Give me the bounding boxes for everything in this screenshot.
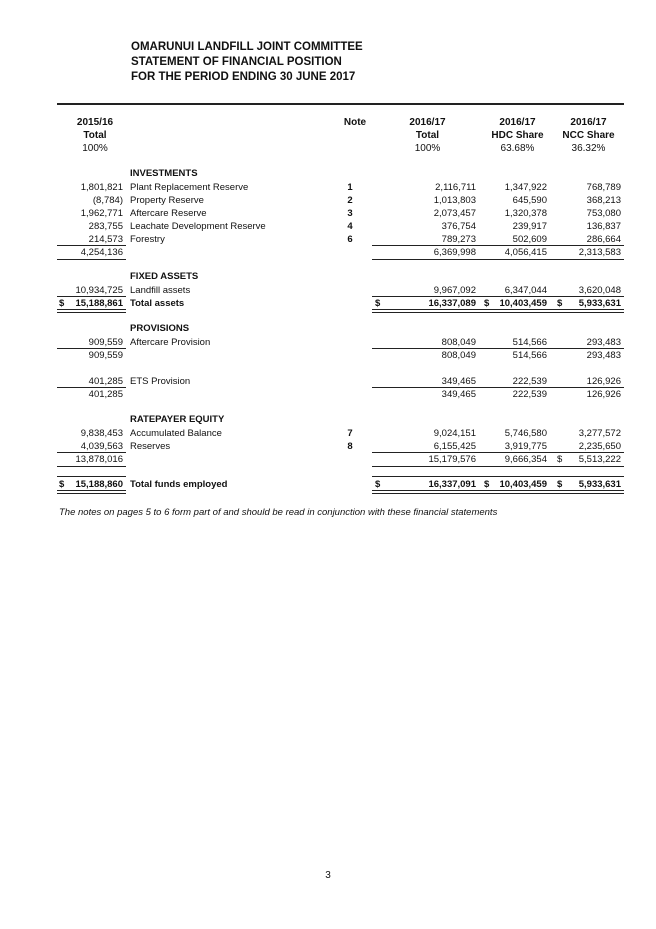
header-rule <box>57 103 624 105</box>
hdc-value: 6,347,044 <box>504 285 547 296</box>
row-label: Total assets <box>130 298 185 309</box>
col-hdc-label: HDC Share <box>491 130 544 141</box>
currency-symbol: $ <box>484 479 490 490</box>
statement-title-line1: OMARUNUI LANDFILL JOINT COMMITTEE <box>131 41 363 53</box>
currency-symbol: $ <box>59 479 65 490</box>
col-ncc-label: NCC Share <box>562 130 615 141</box>
ncc-value: 5,933,631 <box>578 479 621 490</box>
col-hdc-pct: 63.68% <box>500 143 535 154</box>
subtotal-rule <box>372 245 624 246</box>
total-value: 9,024,151 <box>433 428 476 439</box>
row-label: Reserves <box>130 441 171 452</box>
total-value: 6,369,998 <box>433 247 476 258</box>
ncc-value: 3,277,572 <box>578 428 621 439</box>
hdc-value: 4,056,415 <box>504 247 547 258</box>
subtotal-rule <box>372 452 624 453</box>
prev-value: 1,962,771 <box>80 208 123 219</box>
total-value: 349,465 <box>441 389 476 400</box>
prev-value: 15,188,861 <box>75 298 123 309</box>
subtotal-rule <box>372 348 624 349</box>
total-value: 6,155,425 <box>433 441 476 452</box>
statement-title-line3: FOR THE PERIOD ENDING 30 JUNE 2017 <box>131 71 356 83</box>
col-ncc-year: 2016/17 <box>570 117 607 128</box>
hdc-value: 222,539 <box>512 376 547 387</box>
prev-value: 401,285 <box>88 389 123 400</box>
ncc-value: 5,513,222 <box>578 454 621 465</box>
prev-value: 13,878,016 <box>75 454 123 465</box>
hdc-value: 502,609 <box>512 234 547 245</box>
row-label: ETS Provision <box>130 376 191 387</box>
prev-value: 909,559 <box>88 337 123 348</box>
row-label: Accumulated Balance <box>130 428 222 439</box>
hdc-value: 1,320,378 <box>504 208 547 219</box>
double-rule <box>57 309 126 313</box>
double-rule <box>372 490 624 494</box>
prev-value: 909,559 <box>88 350 123 361</box>
total-rule <box>372 476 624 477</box>
total-value: 9,967,092 <box>433 285 476 296</box>
section-investments: INVESTMENTS <box>130 168 198 179</box>
ncc-value: 2,313,583 <box>578 247 621 258</box>
col-prev-pct: 100% <box>82 143 108 154</box>
total-value: 349,465 <box>441 376 476 387</box>
statement-title-line2: STATEMENT OF FINANCIAL POSITION <box>131 56 342 68</box>
ncc-value: 126,926 <box>586 389 621 400</box>
note-ref: 4 <box>347 221 353 232</box>
subtotal-rule <box>57 259 126 260</box>
row-label: Plant Replacement Reserve <box>130 182 249 193</box>
prev-value: 10,934,725 <box>75 285 123 296</box>
row-label: Aftercare Provision <box>130 337 211 348</box>
hdc-value: 239,917 <box>512 221 547 232</box>
prev-value: 4,254,136 <box>80 247 123 258</box>
hdc-value: 10,403,459 <box>499 479 547 490</box>
row-label: Property Reserve <box>130 195 204 206</box>
prev-value: 283,755 <box>88 221 123 232</box>
hdc-value: 1,347,922 <box>504 182 547 193</box>
subtotal-rule <box>57 452 126 453</box>
ncc-value: 5,933,631 <box>578 298 621 309</box>
prev-value: 214,573 <box>88 234 123 245</box>
prev-value: (8,784) <box>92 195 123 206</box>
total-value: 2,116,711 <box>435 182 476 193</box>
ncc-value: 2,235,650 <box>578 441 621 452</box>
total-value: 2,073,457 <box>433 208 476 219</box>
currency-symbol: $ <box>375 479 381 490</box>
note-ref: 3 <box>347 208 353 219</box>
hdc-value: 10,403,459 <box>499 298 547 309</box>
hdc-value: 514,566 <box>512 350 547 361</box>
footnote: The notes on pages 5 to 6 form part of and should be read in conjunction with these financial statements <box>59 507 498 518</box>
currency-symbol: $ <box>557 479 563 490</box>
ncc-value: 368,213 <box>586 195 621 206</box>
currency-symbol: $ <box>59 298 65 309</box>
prev-value: 4,039,563 <box>80 441 123 452</box>
note-ref: 7 <box>347 428 353 439</box>
col-hdc-year: 2016/17 <box>499 117 536 128</box>
hdc-value: 5,746,580 <box>504 428 547 439</box>
subtotal-rule <box>372 259 624 260</box>
col-note: Note <box>343 117 367 128</box>
col-ncc-pct: 36.32% <box>571 143 606 154</box>
section-ratepayer-equity: RATEPAYER EQUITY <box>130 414 225 425</box>
ncc-value: 293,483 <box>586 337 621 348</box>
row-label: Total funds employed <box>130 479 228 490</box>
row-label: Landfill assets <box>130 285 191 296</box>
ncc-value: 3,620,048 <box>578 285 621 296</box>
col-total-pct: 100% <box>414 143 441 154</box>
total-value: 16,337,091 <box>428 479 476 490</box>
col-prev-total: Total <box>83 130 107 141</box>
ncc-value: 126,926 <box>586 376 621 387</box>
hdc-value: 645,590 <box>512 195 547 206</box>
section-provisions: PROVISIONS <box>130 323 190 334</box>
ncc-value: 293,483 <box>586 350 621 361</box>
total-rule <box>57 476 126 477</box>
page-number: 3 <box>325 870 331 881</box>
note-ref: 1 <box>347 182 353 193</box>
subtotal-rule <box>57 348 126 349</box>
double-rule <box>57 490 126 494</box>
subtotal-rule <box>372 387 624 388</box>
total-value: 808,049 <box>441 337 476 348</box>
hdc-value: 222,539 <box>512 389 547 400</box>
col-total-year: 2016/17 <box>409 117 446 128</box>
note-ref: 2 <box>347 195 353 206</box>
ncc-value: 286,664 <box>586 234 621 245</box>
currency-symbol: $ <box>557 298 563 309</box>
hdc-value: 3,919,775 <box>504 441 547 452</box>
prev-value: 9,838,453 <box>80 428 123 439</box>
subtotal-rule <box>57 466 126 467</box>
ncc-value: 768,789 <box>586 182 621 193</box>
currency-symbol: $ <box>375 298 381 309</box>
hdc-value: 514,566 <box>512 337 547 348</box>
row-label: Leachate Development Reserve <box>130 221 266 232</box>
currency-symbol: $ <box>557 454 563 465</box>
subtotal-rule <box>57 387 126 388</box>
total-value: 808,049 <box>441 350 476 361</box>
row-label: Aftercare Reserve <box>130 208 207 219</box>
ncc-value: 136,837 <box>586 221 621 232</box>
subtotal-rule <box>57 245 126 246</box>
prev-value: 1,801,821 <box>80 182 123 193</box>
total-value: 376,754 <box>441 221 476 232</box>
total-rule <box>57 296 126 297</box>
hdc-value: 9,666,354 <box>504 454 547 465</box>
total-value: 1,013,803 <box>433 195 476 206</box>
ncc-value: 753,080 <box>586 208 621 219</box>
total-value: 15,179,576 <box>428 454 476 465</box>
subtotal-rule <box>372 466 624 467</box>
prev-value: 15,188,860 <box>75 479 123 490</box>
double-rule <box>372 309 624 313</box>
prev-value: 401,285 <box>88 376 123 387</box>
total-rule <box>372 296 624 297</box>
currency-symbol: $ <box>484 298 490 309</box>
note-ref: 6 <box>347 234 353 245</box>
col-prev-year: 2015/16 <box>76 117 114 128</box>
total-value: 16,337,089 <box>428 298 476 309</box>
col-total-label: Total <box>415 130 440 141</box>
row-label: Forestry <box>130 234 165 245</box>
note-ref: 8 <box>347 441 353 452</box>
section-fixed-assets: FIXED ASSETS <box>130 271 199 282</box>
total-value: 789,273 <box>441 234 476 245</box>
